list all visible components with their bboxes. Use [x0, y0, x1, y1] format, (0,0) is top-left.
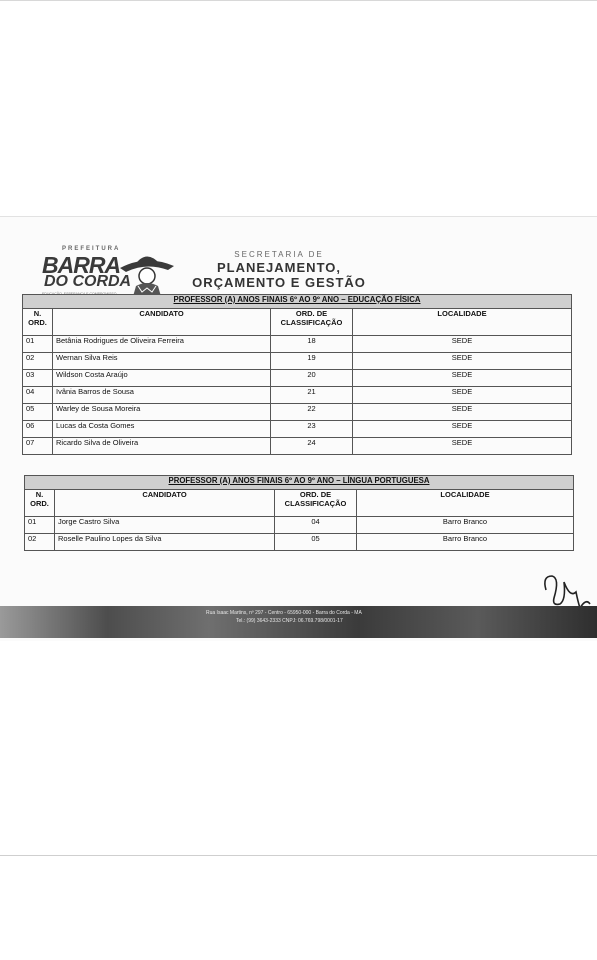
page-footer: [0, 606, 597, 638]
cell-n: 04: [23, 387, 53, 404]
table-row: [23, 370, 572, 387]
cell-localidade: SEDE: [353, 404, 572, 421]
cell-ord: 24: [271, 438, 353, 455]
table-row: [23, 421, 572, 438]
cell-candidato: Ivânia Barros de Sousa: [53, 387, 271, 404]
cell-localidade: SEDE: [353, 421, 572, 438]
cell-localidade: SEDE: [353, 353, 572, 370]
cell-candidato: Lucas da Costa Gomes: [53, 421, 271, 438]
cell-ord: 20: [271, 370, 353, 387]
header-n-ord: N. ORD.: [23, 309, 53, 336]
secretaria-line2: PLANEJAMENTO,: [217, 260, 341, 275]
cell-candidato: Roselle Paulino Lopes da Silva: [55, 534, 275, 551]
header-ord-classificacao: ORD. DE CLASSIFICAÇÃO: [271, 309, 353, 336]
table-lingua-portuguesa: [24, 475, 574, 551]
table-row: [25, 517, 574, 534]
table-educacao-fisica: [22, 294, 572, 455]
logo-barra-text: BARRA: [42, 252, 121, 278]
cell-n: 02: [25, 534, 55, 551]
cell-n: 06: [23, 421, 53, 438]
cell-n: 03: [23, 370, 53, 387]
prefeitura-logo: [40, 246, 180, 300]
cell-n: 05: [23, 404, 53, 421]
cell-candidato: Warley de Sousa Moreira: [53, 404, 271, 421]
table-row: [23, 336, 572, 353]
cell-candidato: Ricardo Silva de Oliveira: [53, 438, 271, 455]
cell-localidade: Barro Branco: [357, 534, 574, 551]
cell-ord: 22: [271, 404, 353, 421]
secretaria-line3: ORÇAMENTO E GESTÃO: [192, 275, 366, 290]
header-localidade: LOCALIDADE: [353, 309, 572, 336]
header-candidato: CANDIDATO: [53, 309, 271, 336]
cell-candidato: Betânia Rodrigues de Oliveira Ferreira: [53, 336, 271, 353]
footer-address: Rua Isaac Martins, nº 297 - Centro - 65950-000 - Barra do Corda - MA: [206, 610, 362, 616]
table-row: [23, 353, 572, 370]
cell-ord: 18: [271, 336, 353, 353]
cell-ord: 04: [275, 517, 357, 534]
cell-candidato: Jorge Castro Silva: [55, 517, 275, 534]
secretaria-heading: [184, 250, 374, 289]
table-caption: PROFESSOR (A) ANOS FINAIS 6º AO 9º ANO – EDUCAÇÃO FÍSICA: [23, 295, 572, 309]
screen-top-divider: [0, 0, 597, 1]
table-row: [25, 534, 574, 551]
cell-candidato: Wernan Silva Reis: [53, 353, 271, 370]
header-localidade: LOCALIDADE: [357, 490, 574, 517]
header-candidato: CANDIDATO: [55, 490, 275, 517]
cell-n: 01: [25, 517, 55, 534]
cell-n: 07: [23, 438, 53, 455]
cell-localidade: SEDE: [353, 438, 572, 455]
cell-ord: 23: [271, 421, 353, 438]
header-ord-classificacao: ORD. DE CLASSIFICAÇÃO: [275, 490, 357, 517]
table-row: [23, 438, 572, 455]
cell-localidade: SEDE: [353, 370, 572, 387]
cell-localidade: SEDE: [353, 387, 572, 404]
logo-prefeitura-text: PREFEITURA: [62, 246, 121, 252]
secretaria-line1: SECRETARIA DE: [234, 250, 324, 259]
table-row: [23, 404, 572, 421]
cell-ord: 19: [271, 353, 353, 370]
cell-ord: 21: [271, 387, 353, 404]
logo-do-corda-text: DO CORDA: [44, 273, 132, 290]
header-n-ord: N. ORD.: [25, 490, 55, 517]
screen-bottom-divider: [0, 855, 597, 856]
cell-ord: 05: [275, 534, 357, 551]
cell-localidade: SEDE: [353, 336, 572, 353]
cell-n: 01: [23, 336, 53, 353]
cell-candidato: Wildson Costa Araújo: [53, 370, 271, 387]
cell-n: 02: [23, 353, 53, 370]
cowboy-hat-icon: [116, 246, 178, 300]
table-row: [23, 387, 572, 404]
table-caption: PROFESSOR (A) ANOS FINAIS 6º AO 9º ANO – LÍNGUA PORTUGUESA: [25, 476, 574, 490]
cell-localidade: Barro Branco: [357, 517, 574, 534]
footer-contact: Tel.: (99) 3643-2333 CNPJ: 06.769.798/0001-17: [236, 618, 343, 624]
